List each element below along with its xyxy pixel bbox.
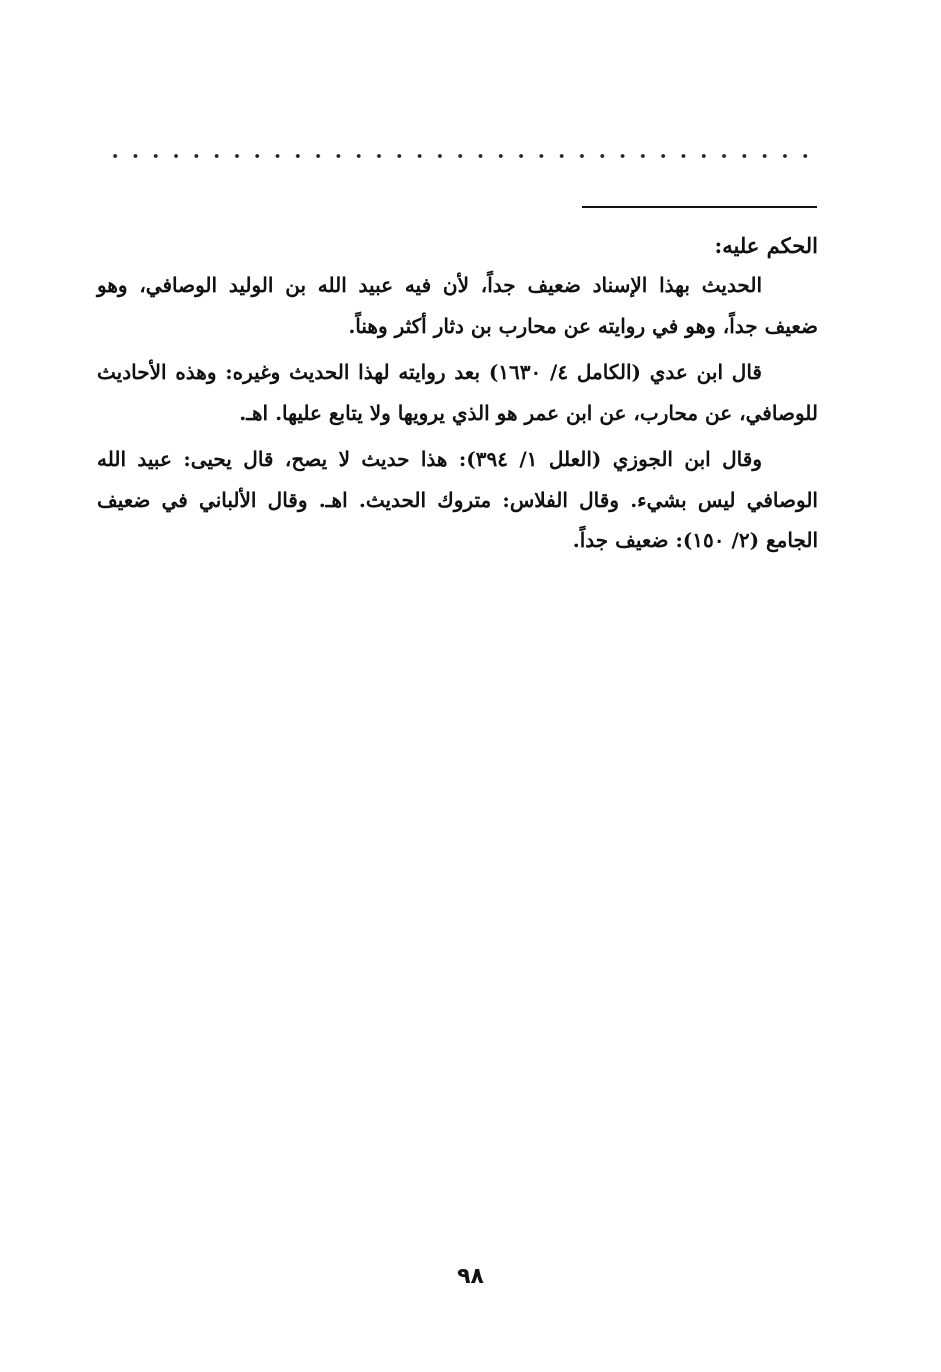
page-number: ٩٨ (457, 1264, 484, 1289)
main-text (97, 227, 818, 567)
paragraph-1: الحديث بهذا الإسناد ضعيف جداً، لأن فيه عبيد الله بن الوليد الوصافي، وهو ضعيف جداً، وهو في روايته عن محارب بن دثار أكثر وهناً. (97, 273, 818, 338)
paragraph-2: قال ابن عدي (الكامل ٤/ ١٦٣٠) بعد روايته لهذا الحديث وغيره: وهذه الأحاديث للوصافي، عن محارب، عن ابن عمر هو الذي يرويها ولا يتابع عليها. اهـ. (97, 360, 818, 425)
dotted-separator (105, 150, 817, 162)
paragraph-3: وقال ابن الجوزي (العلل ١/ ٣٩٤): هذا حديث لا يصح، قال يحيى: عبيد الله الوصافي ليس بشيء. وقال الفلاس: متروك الحديث. اهـ. وقال الألباني في ضعيف الجامع (٢/ ١٥٠): ضعيف جداً. (97, 447, 818, 552)
section-rule (582, 206, 817, 208)
section-heading: الحكم عليه: (714, 233, 818, 258)
